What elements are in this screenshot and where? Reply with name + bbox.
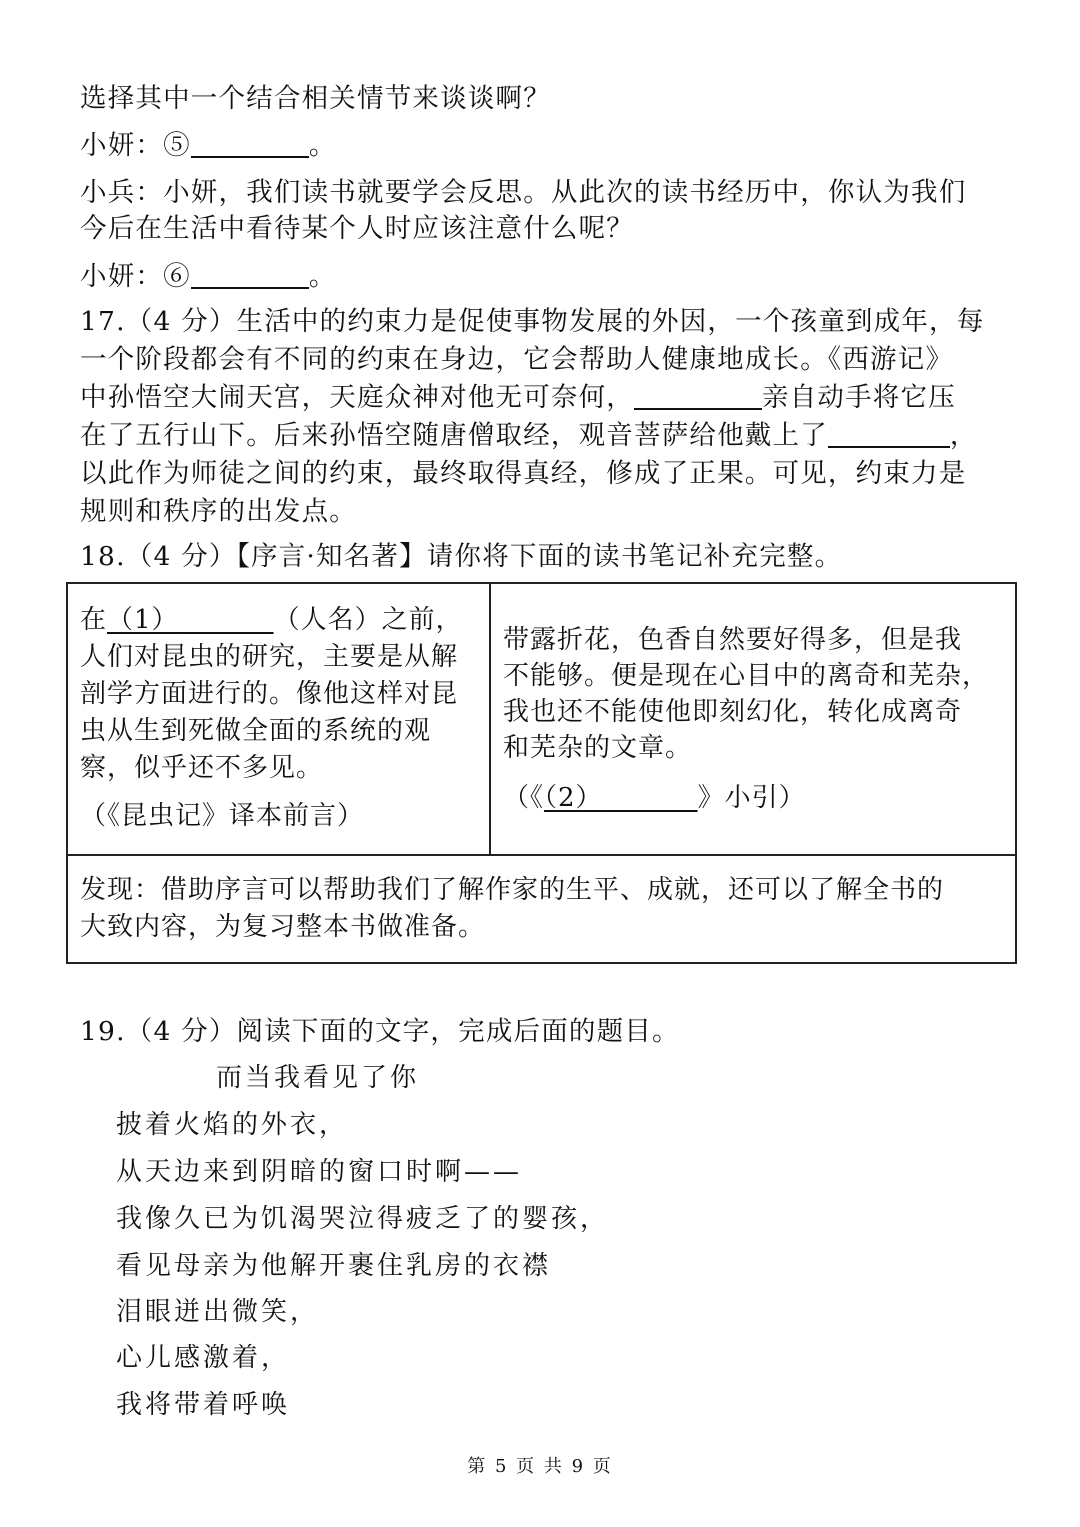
notes-line: 剖学方面进行的。像他这样对昆 [80, 679, 459, 709]
poem-line: 泪眼迸出微笑， [116, 1297, 320, 1327]
dialogue-line: 今后在生活中看待某个人时应该注意什么呢？ [80, 213, 634, 244]
answer-blank-1[interactable]: （1） [107, 605, 179, 635]
answer-blank[interactable] [191, 128, 309, 158]
q17-line [80, 379, 956, 417]
finding-line: 大致内容，为复习整本书做准备。 [80, 912, 486, 942]
notes-cell-right [490, 583, 1016, 855]
notes-source: （《昆虫记》译本前言） [80, 801, 365, 831]
page-number: 第 5 页 共 9 页 [467, 1456, 613, 1477]
notes-line: 察，似乎还不多见。 [80, 753, 324, 783]
q17-line [80, 417, 978, 455]
q17-line: 一个阶段都会有不同的约束在身边，它会帮助人健康地成长。《西游记》 [80, 344, 954, 375]
finding-line: 发现：借助序言可以帮助我们了解作家的生平、成就，还可以了解全书的 [80, 875, 945, 905]
dialogue-line: 选择其中一个结合相关情节来谈谈啊？ [80, 83, 551, 114]
q18-title: 18.（4 分）【序言·知名著】请你将下面的读书笔记补充完整。 [80, 541, 843, 572]
notes-line: 不能够。便是现在心目中的离奇和芜杂， [503, 661, 990, 691]
speaker-label: 小妍：⑤ [80, 130, 191, 161]
answer-blank[interactable] [191, 259, 309, 289]
answer-blank[interactable] [828, 418, 950, 448]
speaker-label: 小妍：⑥ [80, 261, 191, 292]
notes-line: 带露折花，色香自然要好得多，但是我 [503, 625, 963, 655]
punctuation: 。 [308, 130, 337, 161]
q17-line: 以此作为师徒之间的约束，最终取得真经，修成了正果。可见，约束力是 [80, 458, 967, 489]
dialogue-line [80, 258, 337, 296]
q19-title: 19.（4 分）阅读下面的文字，完成后面的题目。 [80, 1016, 680, 1047]
q17-text: ， [949, 420, 978, 451]
notes-text: 在 [80, 605, 108, 635]
poem-line: 我将带着呼唤 [116, 1390, 291, 1420]
notes-line: 虫从生到死做全面的系统的观 [80, 716, 432, 746]
poem-line: 心儿感激着， [116, 1343, 291, 1373]
notes-finding-cell [67, 855, 1016, 963]
punctuation: 。 [308, 261, 337, 292]
notes-text: （人名）之前， [273, 605, 463, 635]
q17-line: 规则和秩序的出发点。 [80, 496, 357, 527]
q17-line: 17.（4 分）生活中的约束力是促使事物发展的外因，一个孩童到成年，每 [80, 306, 985, 337]
reading-notes-table [66, 582, 1017, 964]
poem-line: 我像久已为饥渴哭泣得疲乏了的婴孩， [116, 1204, 610, 1234]
poem-line: 从天边来到阴暗的窗口时啊—— [116, 1157, 523, 1187]
poem-title: 而当我看见了你 [216, 1063, 420, 1093]
q17-text: 亲自动手将它压 [762, 382, 956, 413]
dialogue-line [80, 127, 337, 165]
answer-blank-2[interactable]: （2） [544, 783, 603, 813]
q17-text: 在了五行山下。后来孙悟空随唐僧取经，观音菩萨给他戴上了 [80, 420, 828, 451]
notes-cell-left [67, 583, 490, 855]
dialogue-line: 小兵：小妍，我们读书就要学会反思。从此次的读书经历中，你认为我们 [80, 177, 967, 208]
notes-source [503, 780, 806, 816]
notes-text: 》小引） [697, 783, 806, 813]
notes-line [80, 602, 463, 638]
notes-line: 我也还不能使他即刻幻化，转化成离奇 [503, 697, 963, 727]
q17-text: 中孙悟空大闹天宫，天庭众神对他无可奈何， [80, 382, 634, 413]
notes-line: 人们对昆虫的研究，主要是从解 [80, 642, 459, 672]
notes-text: （《 [503, 783, 545, 813]
poem-line: 看见母亲为他解开裹住乳房的衣襟 [116, 1251, 552, 1281]
notes-line: 和芜杂的文章。 [503, 733, 693, 763]
poem-line: 披着火焰的外衣， [116, 1110, 349, 1140]
answer-blank[interactable] [634, 380, 762, 410]
